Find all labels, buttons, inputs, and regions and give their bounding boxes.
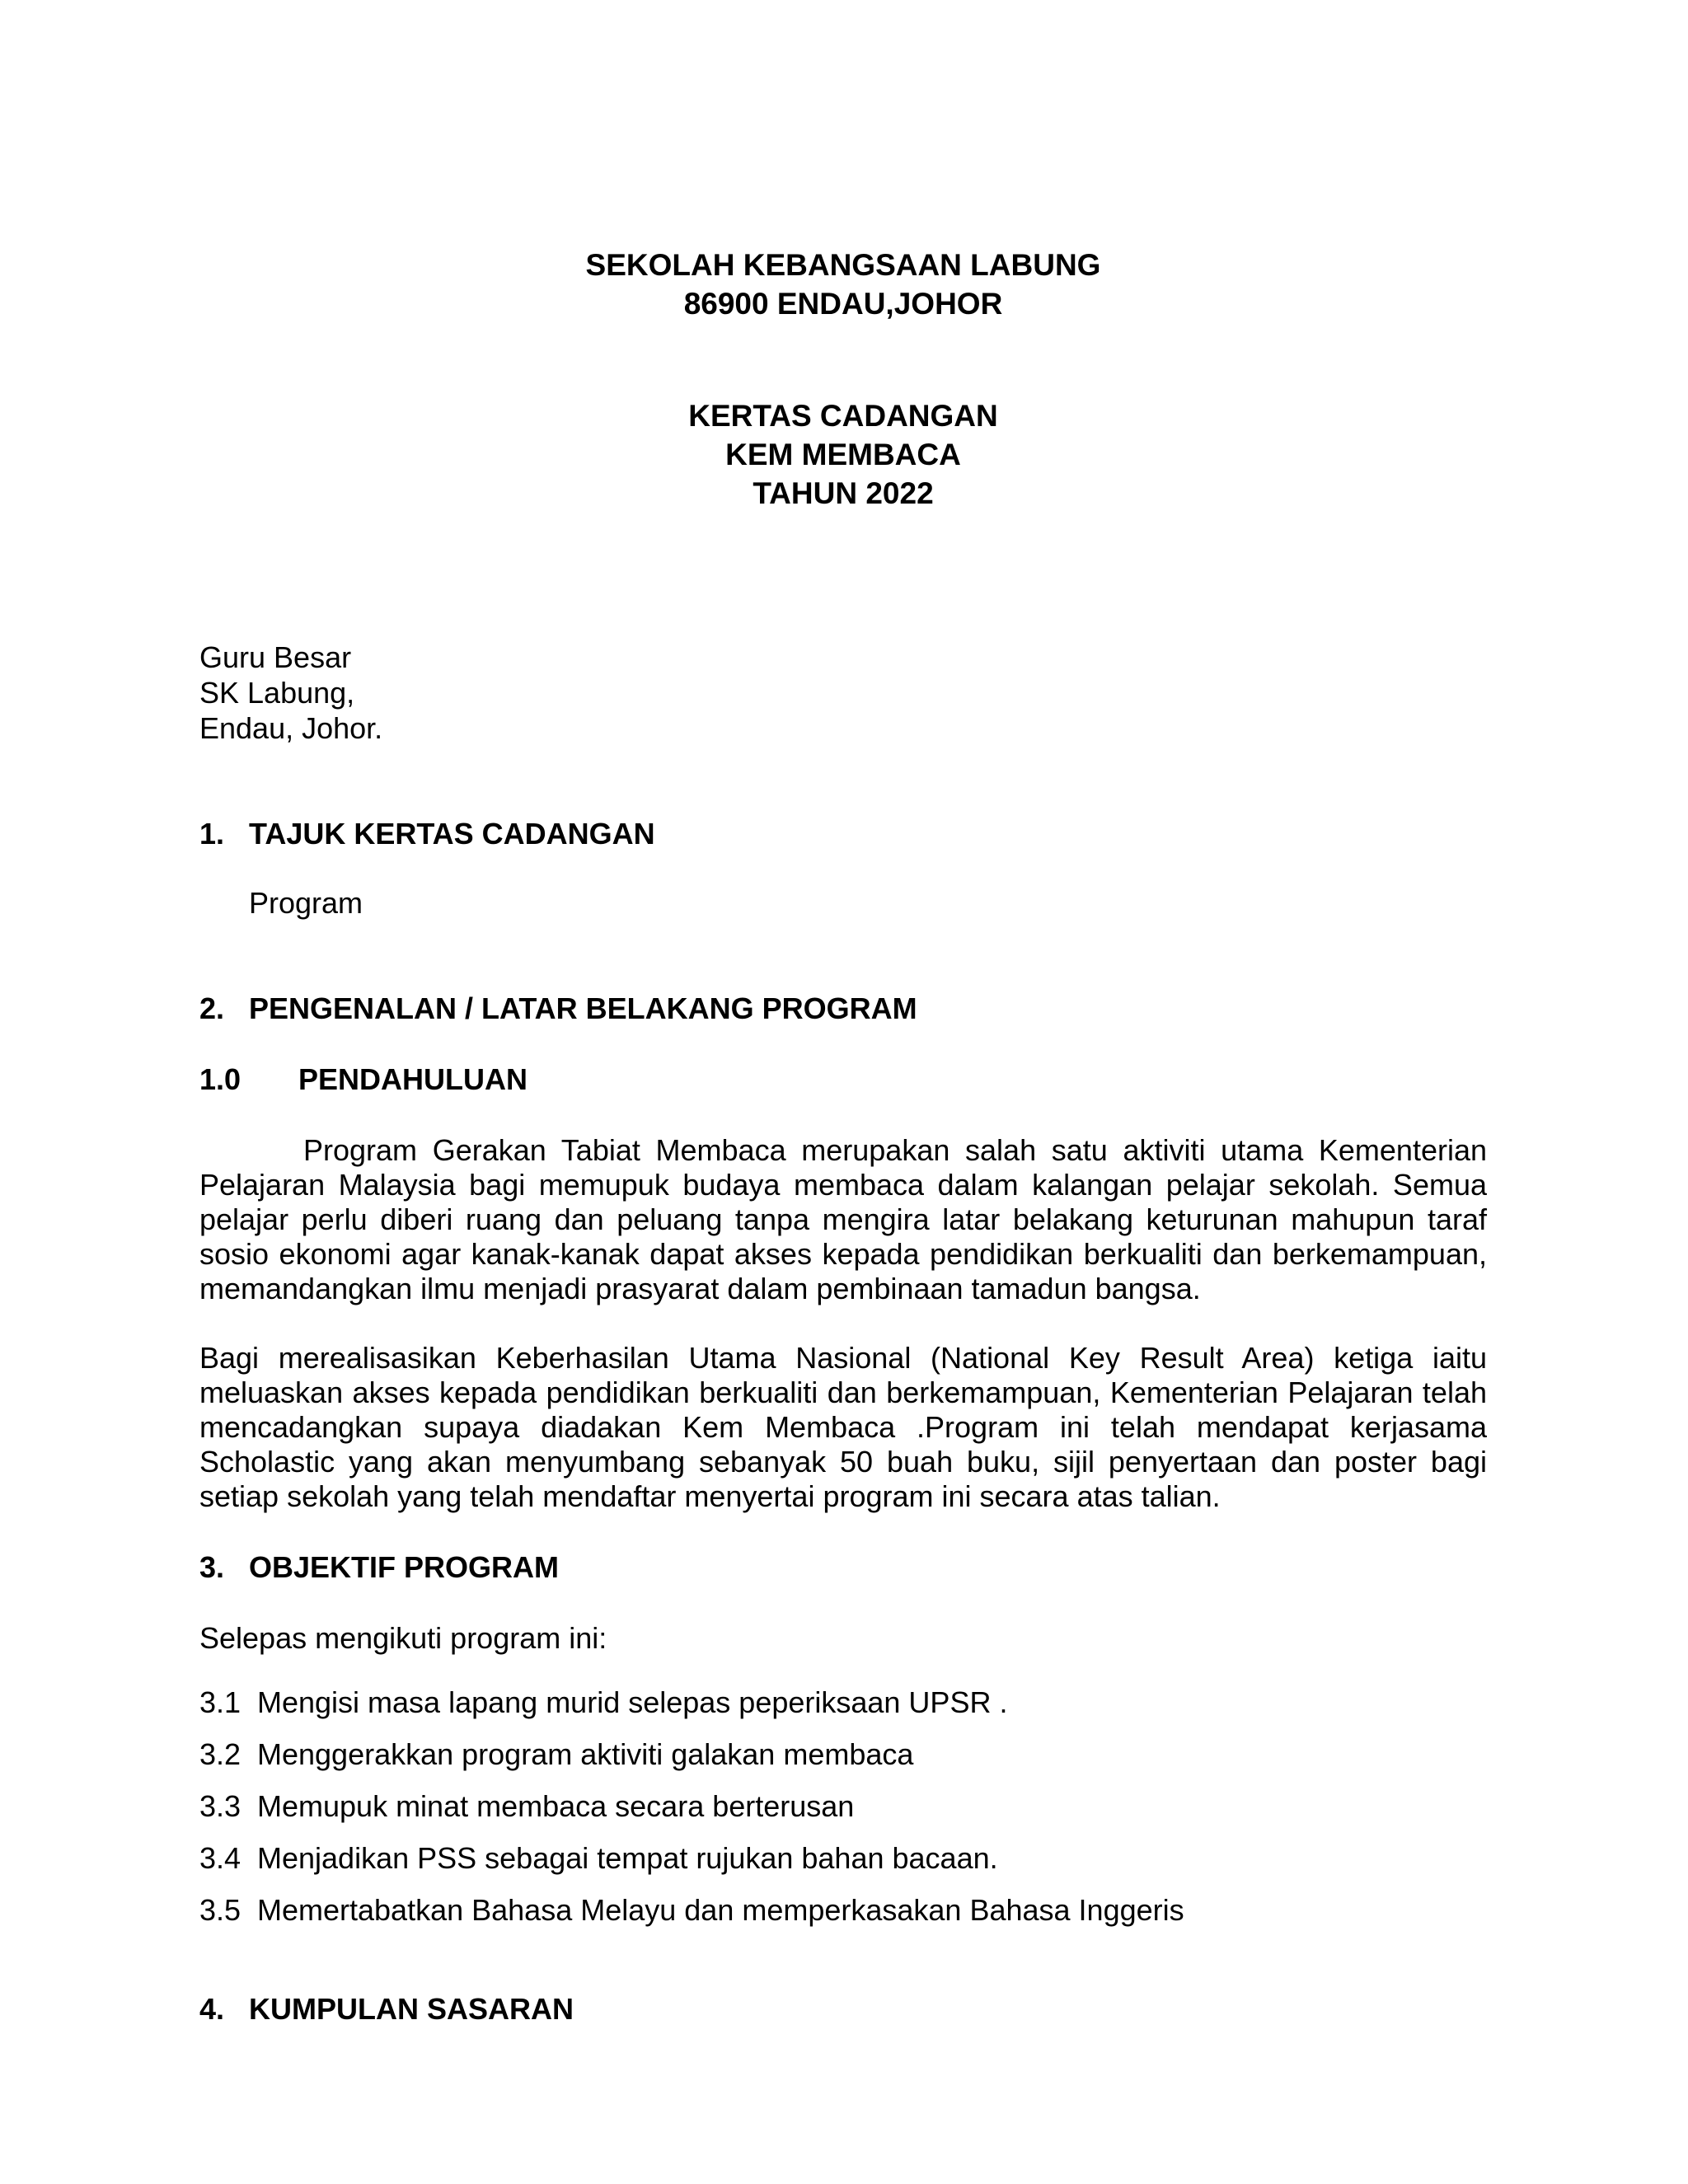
objective-text: Memertabatkan Bahasa Melayu dan memperkasakan Bahasa Inggeris: [257, 1893, 1184, 1927]
section-4-number: 4.: [199, 1992, 225, 2026]
objective-text: Mengisi masa lapang murid selepas peperiksaan UPSR .: [257, 1685, 1008, 1719]
document-title: [199, 396, 1487, 513]
school-name: SEKOLAH KEBANGSAAN LABUNG: [585, 248, 1101, 282]
objective-text: Menggerakkan program aktiviti galakan membaca: [257, 1737, 914, 1771]
objective-number: 3.2: [199, 1737, 241, 1771]
section-4-heading: [199, 1992, 1487, 2027]
section-3-heading: [199, 1550, 1487, 1585]
section-1-body: Program: [249, 886, 363, 920]
intro-paragraph-1: Program Gerakan Tabiat Membaca merupakan salah satu aktiviti utama Kementerian Pelajaran Malaysia bagi memupuk budaya membaca dalam kalangan pelajar sekolah. Semua pelajar perlu diberi ruang dan peluang tanpa mengira latar belakang keturunan mahupun taraf sosio ekonomi agar kanak-kanak dapat akses kepada pendidikan berkualiti dan berkemampuan, memandangkan ilmu menjadi prasyarat dalam pembinaan tamadun bangsa.: [199, 1133, 1487, 1305]
objective-number: 3.3: [199, 1789, 241, 1823]
objective-text: Menjadikan PSS sebagai tempat rujukan bahan bacaan.: [257, 1841, 998, 1875]
list-item: [199, 1737, 1487, 1772]
section-2-title: PENGENALAN / LATAR BELAKANG PROGRAM: [249, 991, 917, 1025]
addressee-line-1: Guru Besar: [199, 640, 352, 674]
addressee-line-3: Endau, Johor.: [199, 711, 383, 745]
section-3-number: 3.: [199, 1550, 225, 1584]
list-item: [199, 1841, 1487, 1876]
section-1-title: TAJUK KERTAS CADANGAN: [249, 817, 655, 851]
section-3-title: OBJEKTIF PROGRAM: [249, 1550, 560, 1584]
title-line-3: TAHUN 2022: [753, 476, 934, 510]
intro-paragraph-2: Bagi merealisasikan Keberhasilan Utama Nasional (National Key Result Area) ketiga iaitu meluaskan akses kepada pendidikan berkualiti dan berkemampuan, Kementerian Pelajaran telah mencadangkan supaya diadakan Kem Membaca .Program ini telah mendapat kerjasama Scholastic yang akan menyumbang sebanyak 50 buah buku, sijil penyertaan dan poster bagi setiap sekolah yang telah mendaftar menyertai program ini secara atas talian.: [199, 1341, 1487, 1513]
list-item: [199, 1685, 1487, 1720]
objectives-list: [199, 1685, 1487, 1928]
objective-text: Memupuk minat membaca secara berterusan: [257, 1789, 855, 1823]
subsection-title: PENDAHULUAN: [298, 1062, 528, 1096]
addressee-block: [199, 640, 1487, 746]
school-address: 86900 ENDAU,JOHOR: [683, 287, 1003, 321]
section-2-heading: [199, 991, 1487, 1026]
list-item: [199, 1893, 1487, 1928]
objective-number: 3.5: [199, 1893, 241, 1927]
title-line-1: KERTAS CADANGAN: [688, 399, 998, 433]
objectives-lead: Selepas mengikuti program ini:: [199, 1621, 607, 1655]
section-1-heading: [199, 817, 1487, 851]
section-4-title: KUMPULAN SASARAN: [249, 1992, 574, 2026]
addressee-line-2: SK Labung,: [199, 676, 355, 710]
subsection-number: 1.0: [199, 1062, 241, 1096]
title-line-2: KEM MEMBACA: [725, 438, 961, 471]
objective-number: 3.1: [199, 1685, 241, 1719]
document-content: [199, 246, 1487, 2027]
list-item: [199, 1789, 1487, 1824]
section-1-number: 1.: [199, 817, 225, 851]
school-header: [199, 246, 1487, 323]
objective-number: 3.4: [199, 1841, 241, 1875]
subsection-heading: [199, 1062, 1487, 1097]
section-2-number: 2.: [199, 991, 225, 1025]
